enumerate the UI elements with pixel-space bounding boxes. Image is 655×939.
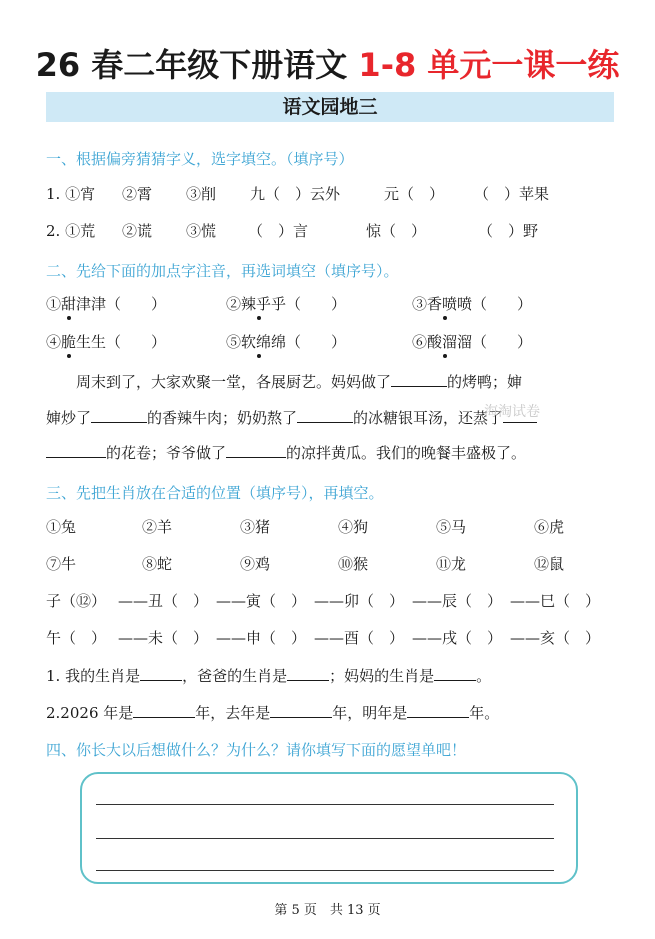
q1-option: 2. ①荒 <box>46 222 96 240</box>
q2-word-item[interactable]: ④脆生生（ ） <box>46 333 167 351</box>
emphasis-dot <box>67 316 71 320</box>
zodiac-item: ③猪 <box>240 518 271 536</box>
chain-item[interactable]: ——酉（ ） <box>314 629 405 647</box>
watermark-text: 海淘试卷 <box>484 404 540 420</box>
chain-item[interactable]: ——卯（ ） <box>314 592 405 610</box>
zodiac-item: ⑫鼠 <box>534 555 565 573</box>
answer-blank[interactable] <box>407 702 469 718</box>
q1-blank-item[interactable]: 九（ ）云外 <box>250 185 341 203</box>
answer-blank[interactable] <box>287 665 329 681</box>
q2-row-1 <box>46 294 606 320</box>
answer-blank[interactable] <box>391 371 447 387</box>
zodiac-fill-1: 1. 我的生肖是 ，爸爸的生肖是 ；妈妈的生肖是 。 <box>46 667 492 685</box>
passage-line-3: 的花卷；爷爷做了 的凉拌黄瓜。我们的晚餐丰盛极了。 <box>46 442 526 463</box>
zodiac-item: ⑧蛇 <box>142 555 173 573</box>
emphasis-dot <box>257 316 261 320</box>
lesson-banner: 语文园地三 <box>46 92 614 122</box>
q1-option: ②霄 <box>122 185 153 203</box>
q1-blank-item[interactable]: （ ）言 <box>248 222 309 240</box>
answer-blank[interactable] <box>46 442 106 458</box>
q1-option: ②谎 <box>122 222 153 240</box>
chain-item[interactable]: ——戌（ ） <box>412 629 503 647</box>
zodiac-item: ⑤马 <box>436 518 467 536</box>
passage-line-2: 婶炒了 的香辣牛肉；奶奶熬了 的冰糖银耳汤，还蒸了 <box>46 407 537 428</box>
zodiac-item: ④狗 <box>338 518 369 536</box>
answer-blank[interactable] <box>91 407 147 423</box>
writing-line[interactable] <box>96 870 554 871</box>
zodiac-item: ⑨鸡 <box>240 555 271 573</box>
q1-option: 1. ①宵 <box>46 185 96 203</box>
q2-word-item[interactable]: ⑤软绵绵（ ） <box>226 333 347 351</box>
emphasis-dot <box>443 354 447 358</box>
passage-line-1: 周末到了，大家欢聚一堂，各展厨艺。妈妈做了 的烤鸭；婶 <box>76 373 523 391</box>
chain-item[interactable]: ——寅（ ） <box>216 592 307 610</box>
answer-blank[interactable] <box>140 665 182 681</box>
zodiac-item: ⑪龙 <box>436 555 467 573</box>
q1-blank-item[interactable]: （ ）野 <box>478 222 539 240</box>
page-title <box>0 40 655 86</box>
emphasis-dot <box>443 316 447 320</box>
emphasis-dot <box>67 354 71 358</box>
q2-word-item[interactable]: ①甜津津（ ） <box>46 295 167 313</box>
chain-item[interactable]: ——未（ ） <box>118 629 209 647</box>
q2-word-item[interactable]: ②辣乎乎（ ） <box>226 295 347 313</box>
section-4-heading: 四、你长大以后想做什么？为什么？请你填写下面的愿望单吧！ <box>46 741 467 759</box>
chain-item[interactable]: 子（⑫） <box>46 592 107 610</box>
zodiac-item: ⑩猴 <box>338 555 369 573</box>
zodiac-fill-2: 2.2026 年是 年，去年是 年，明年是 年。 <box>46 704 500 722</box>
zodiac-item: ②羊 <box>142 518 173 536</box>
chain-item[interactable]: ——亥（ ） <box>510 629 601 647</box>
answer-blank[interactable] <box>133 702 195 718</box>
wish-list-box <box>80 772 578 884</box>
answer-blank[interactable] <box>434 665 476 681</box>
answer-blank[interactable] <box>297 407 353 423</box>
chain-item[interactable]: ——巳（ ） <box>510 592 601 610</box>
chain-item[interactable]: 午（ ） <box>46 629 107 647</box>
q1-option: ③削 <box>186 185 217 203</box>
writing-line[interactable] <box>96 804 554 805</box>
q1-option: ③慌 <box>186 222 217 240</box>
q1-blank-item[interactable]: 元（ ） <box>384 185 445 203</box>
title-units: 1-8 单元一课一练 <box>358 46 620 84</box>
zodiac-item: ①兔 <box>46 518 77 536</box>
answer-blank[interactable] <box>270 702 332 718</box>
zodiac-item: ⑦牛 <box>46 555 77 573</box>
section-2-heading: 二、先给下面的加点字注音，再选词填空（填序号）。 <box>46 262 399 280</box>
zodiac-item: ⑥虎 <box>534 518 565 536</box>
emphasis-dot <box>257 354 261 358</box>
q2-row-2 <box>46 332 606 358</box>
title-main: 26 春二年级下册语文 <box>35 46 348 84</box>
section-3-heading: 三、先把生肖放在合适的位置（填序号），再填空。 <box>46 484 384 502</box>
q1-blank-item[interactable]: 惊（ ） <box>366 222 427 240</box>
chain-item[interactable]: ——辰（ ） <box>412 592 503 610</box>
answer-blank[interactable] <box>226 442 286 458</box>
writing-line[interactable] <box>96 838 554 839</box>
section-1-heading: 一、根据偏旁猜猜字义，选字填空。（填序号） <box>46 150 354 168</box>
q2-word-item[interactable]: ③香喷喷（ ） <box>412 295 533 313</box>
chain-item[interactable]: ——申（ ） <box>216 629 307 647</box>
q1-blank-item[interactable]: （ ）苹果 <box>474 185 550 203</box>
page-number: 第 5 页 共 13 页 <box>274 903 381 918</box>
q2-word-item[interactable]: ⑥酸溜溜（ ） <box>412 333 533 351</box>
chain-item[interactable]: ——丑（ ） <box>118 592 209 610</box>
